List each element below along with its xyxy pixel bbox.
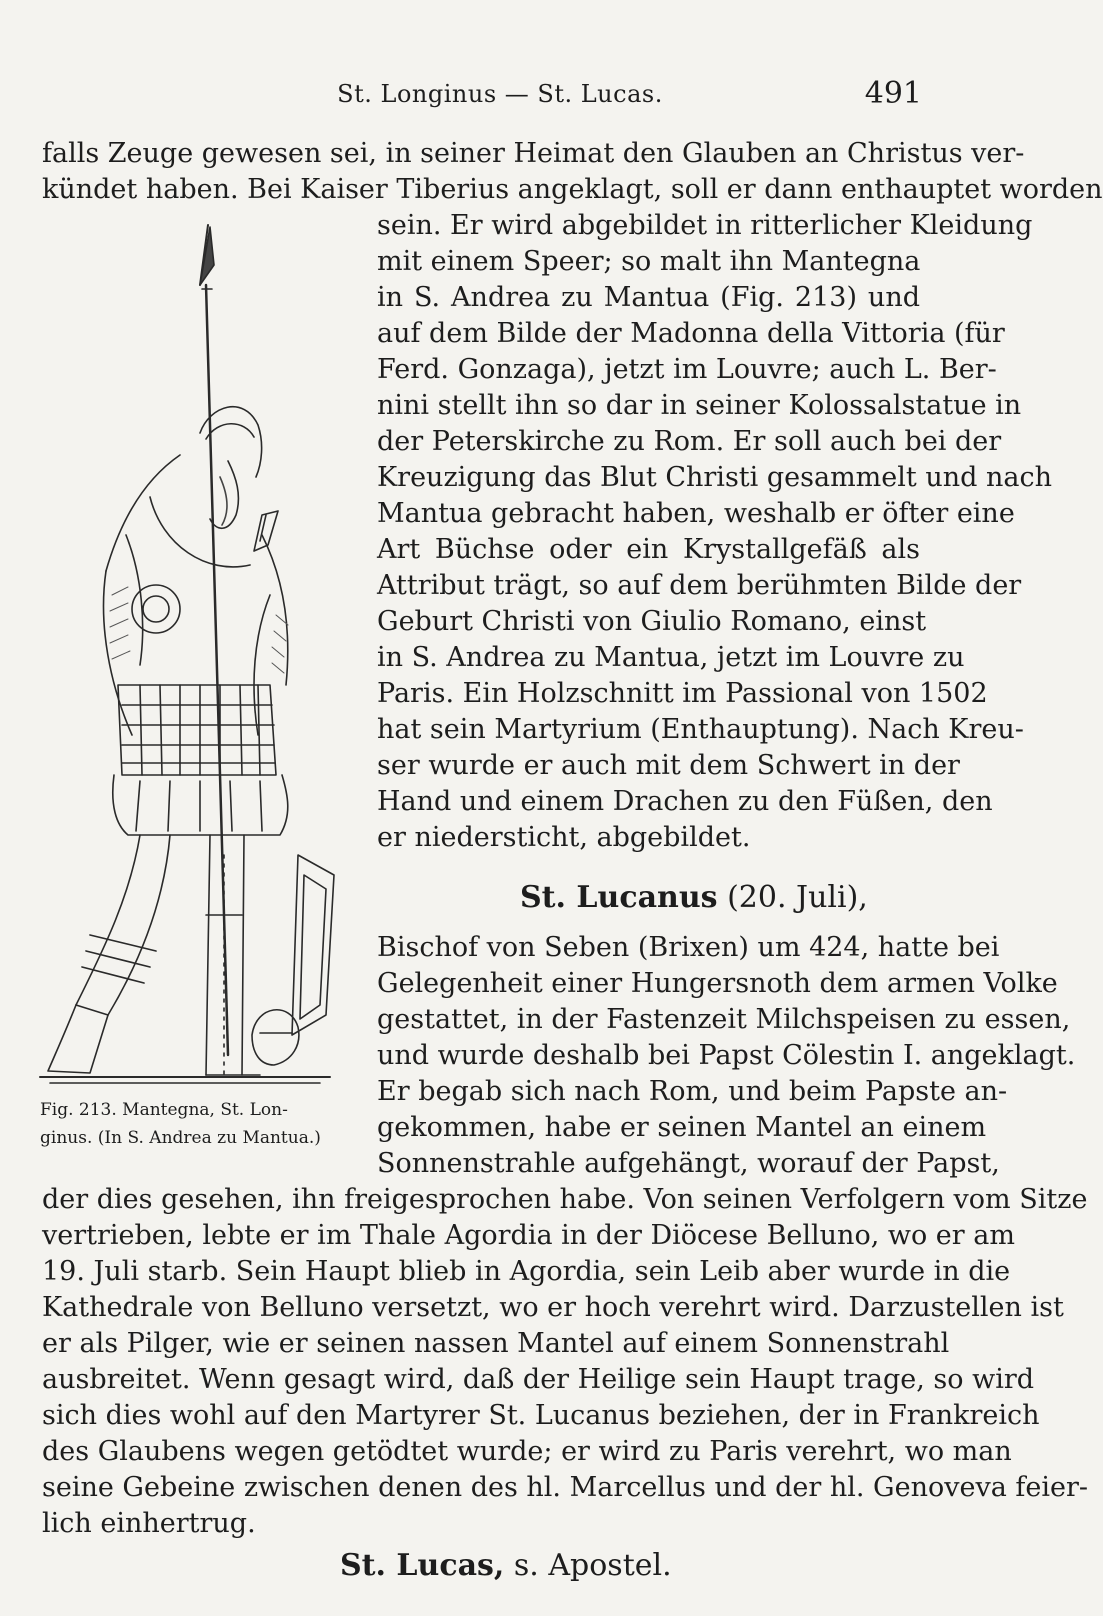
text-line: gekommen, habe er seinen Mantel an einem [377, 1112, 987, 1143]
text-line: Er begab sich nach Rom, und beim Papste an- [377, 1076, 1008, 1107]
heading-rest: s. Apostel. [513, 1548, 672, 1583]
text-line: falls Zeuge gewesen sei, in seiner Heimat den Glauben an Christus ver- [42, 138, 1025, 169]
text-line: Sonnenstrahle aufgehängt, worauf der Papst, [377, 1148, 1000, 1179]
text-line: hat sein Martyrium (Enthauptung). Nach Kreu- [377, 714, 1024, 745]
engraving-figure [30, 215, 350, 1095]
text-line: Kathedrale von Belluno versetzt, wo er hoch verehrt wird. Darzustellen ist [42, 1292, 1064, 1323]
figure-caption-line: ginus. (In S. Andrea zu Mantua.) [40, 1128, 321, 1148]
text-line: in S. Andrea zu Mantua (Fig. 213) und [377, 282, 920, 313]
figure-caption-line: Fig. 213. Mantegna, St. Lon- [40, 1100, 288, 1120]
text-line: Attribut trägt, so auf dem berühmten Bilde der [377, 570, 1022, 601]
longinus-engraving [30, 215, 350, 1095]
text-line: er niedersticht, abgebildet. [377, 822, 751, 853]
heading-name: St. Lucanus [520, 880, 718, 915]
running-title: St. Longinus — St. Lucas. [337, 80, 663, 108]
text-line: 19. Juli starb. Sein Haupt blieb in Agordia, sein Leib aber wurde in die [42, 1256, 1011, 1287]
text-line: Bischof von Seben (Brixen) um 424, hatte bei [377, 932, 1000, 963]
text-line: ausbreitet. Wenn gesagt wird, daß der Heilige sein Haupt trage, so wird [42, 1364, 1035, 1395]
text-line: Paris. Ein Holzschnitt im Passional von 1502 [377, 678, 988, 709]
text-line: sein. Er wird abgebildet in ritterlicher Kleidung [377, 210, 1033, 241]
text-line: der Peterskirche zu Rom. Er soll auch bei der [377, 426, 1002, 457]
text-line: Art Büchse oder ein Krystallgefäß als [377, 534, 920, 565]
heading-name: St. Lucas, [340, 1548, 505, 1583]
text-line: gestattet, in der Fastenzeit Milchspeisen zu essen, [377, 1004, 1071, 1035]
text-line: er als Pilger, wie er seinen nassen Mantel auf einem Sonnenstrahl [42, 1328, 950, 1359]
text-line: kündet haben. Bei Kaiser Tiberius angeklagt, soll er dann enthauptet worden [42, 174, 1103, 205]
text-line: ser wurde er auch mit dem Schwert in der [377, 750, 960, 781]
heading-date: (20. Juli), [727, 880, 868, 915]
text-line: vertrieben, lebte er im Thale Agordia in der Diöcese Belluno, wo er am [42, 1220, 1015, 1251]
page-number: 491 [864, 76, 922, 111]
text-line: seine Gebeine zwischen denen des hl. Marcellus und der hl. Genoveva feier- [42, 1472, 1088, 1503]
text-line: und wurde deshalb bei Papst Cölestin I. angeklagt. [377, 1040, 1076, 1071]
text-line: sich dies wohl auf den Martyrer St. Lucanus beziehen, der in Frankreich [42, 1400, 1040, 1431]
text-line: Gelegenheit einer Hungersnoth dem armen Volke [377, 968, 1058, 999]
text-line: mit einem Speer; so malt ihn Mantegna [377, 246, 921, 277]
text-line: Mantua gebracht haben, weshalb er öfter eine [377, 498, 1015, 529]
text-line: Ferd. Gonzaga), jetzt im Louvre; auch L. Ber- [377, 354, 997, 385]
text-line: Hand und einem Drachen zu den Füßen, den [377, 786, 993, 817]
text-line: in S. Andrea zu Mantua, jetzt im Louvre zu [377, 642, 965, 673]
section-heading-lucas [340, 1546, 672, 1586]
section-heading-lucanus [520, 878, 868, 918]
text-line: Kreuzigung das Blut Christi gesammelt und nach [377, 462, 1052, 493]
text-line: auf dem Bilde der Madonna della Vittoria (für [377, 318, 1005, 349]
text-line: Geburt Christi von Giulio Romano, einst [377, 606, 927, 637]
text-line: nini stellt ihn so dar in seiner Kolossalstatue in [377, 390, 1022, 421]
text-line: des Glaubens wegen getödtet wurde; er wird zu Paris verehrt, wo man [42, 1436, 1012, 1467]
text-line: lich einhertrug. [42, 1508, 256, 1539]
text-line: der dies gesehen, ihn freigesprochen habe. Von seinen Verfolgern vom Sitze [42, 1184, 1088, 1215]
